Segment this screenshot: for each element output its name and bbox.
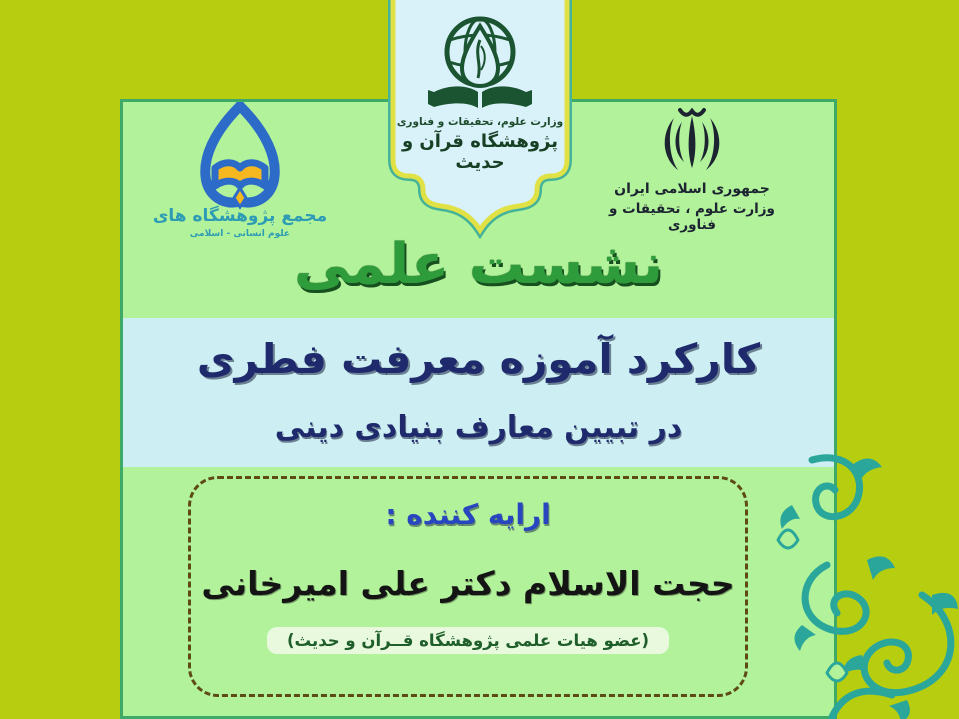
floral-arabesque-ornament-icon <box>772 445 959 719</box>
institute-caption: پژوهشگاه قرآن و حدیث <box>401 131 559 173</box>
topic-line-1: کارکرد آموزه معرفت فطری <box>196 335 761 383</box>
iran-national-emblem-icon <box>650 102 734 180</box>
arch-book-logo-icon <box>182 102 298 210</box>
left-logo-subcaption: علوم انسانی - اسلامی <box>189 229 291 239</box>
iran-ministry-caption: وزارت علوم ، تحقیقات و فناوری <box>609 201 775 233</box>
presenter-affiliation-row <box>188 620 748 660</box>
event-type-title: نشست علمی <box>293 232 664 297</box>
left-logo-caption: مجمع پژوهشگاه های <box>152 206 328 226</box>
globe-book-emblem-icon <box>424 12 536 116</box>
presenter-heading: ارایه کننده : <box>385 498 551 531</box>
iran-caption: جمهوری اسلامی ایران <box>614 181 770 197</box>
presenter-affiliation-badge: (عضو هیات علمی پژوهشگاه قــرآن و حدیث) <box>267 627 669 654</box>
ministry-caption: وزارت علوم، تحقیقات و فناوری <box>396 116 564 128</box>
topic-line-2: در تبیین معارف بنیادی دینی <box>274 410 683 445</box>
presenter-name: حجت الاسلام دکتر علی امیرخانی <box>201 564 735 603</box>
